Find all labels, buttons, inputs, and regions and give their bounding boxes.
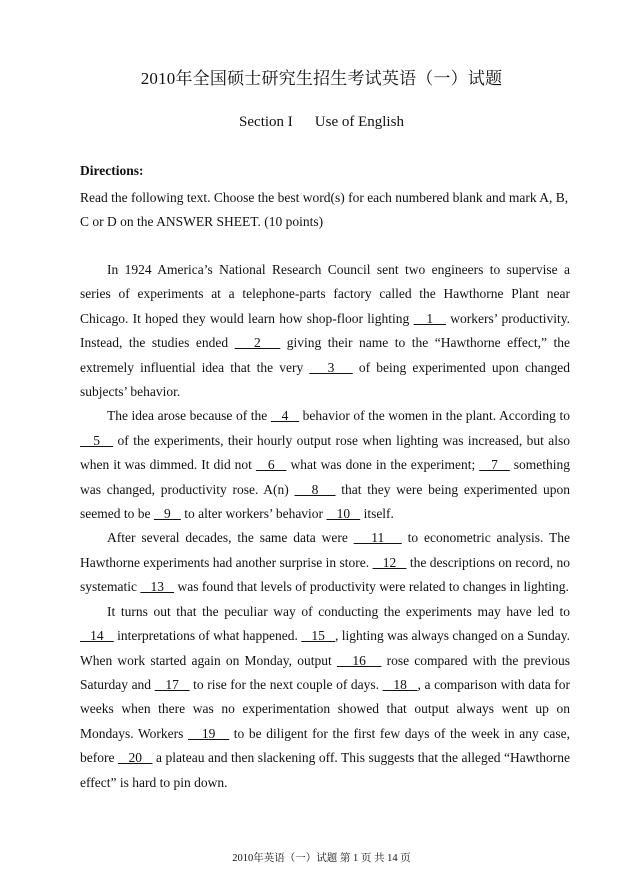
passage-paragraph xyxy=(80,404,570,526)
answer-blank: 7 xyxy=(479,457,510,473)
answer-blank: 14 xyxy=(80,628,114,644)
answer-blank: 2 xyxy=(234,335,281,351)
passage-text: After several decades, the same data were xyxy=(107,530,354,546)
passage-text: workers’ productivity. Instead, the studies ended xyxy=(80,310,571,351)
directions-text: Read the following text. Choose the best word(s) for each numbered blank and mark A, B, C or D on the ANSWER SHEET. (10 points) xyxy=(80,190,569,229)
answer-blank: 3 xyxy=(309,359,353,375)
passage-text: interpretations of what happened. xyxy=(113,628,302,644)
page-title: 2010年全国硕士研究生招生考试英语（一）试题 xyxy=(140,69,503,88)
passage-paragraph xyxy=(80,526,570,599)
answer-blank: 11 xyxy=(353,530,402,546)
passage-paragraph xyxy=(80,258,570,404)
passage-text: giving their name to the “Hawthorne effect,” the extremely influential idea that the very xyxy=(80,335,570,375)
answer-blank: 16 xyxy=(336,652,382,668)
answer-blank: 19 xyxy=(188,725,230,741)
passage-text: behavior of the women in the plant. According to xyxy=(299,408,571,424)
passage-text: to be diligent for the first few days of the week in any case, before xyxy=(80,725,570,766)
answer-blank: 9 xyxy=(153,506,181,522)
passage-text: , a comparison with data for weeks when there was no experimentation showed that output always went up on Mondays. Workers xyxy=(80,676,571,741)
answer-blank: 6 xyxy=(255,457,287,473)
page-footer: 2010年英语（一）试题 第 1 页 共 14 页 xyxy=(232,853,411,864)
answer-blank: 12 xyxy=(372,554,407,570)
section-heading xyxy=(0,114,643,131)
passage-paragraph xyxy=(80,600,570,795)
answer-blank: 1 xyxy=(413,310,446,326)
answer-blank: 4 xyxy=(270,408,300,424)
answer-blank: 17 xyxy=(154,676,190,692)
directions-label: Directions: xyxy=(80,163,144,178)
answer-blank: 18 xyxy=(382,676,418,692)
passage-text: what was done in the experiment; xyxy=(286,457,480,473)
answer-blank: 5 xyxy=(80,432,114,448)
passage-text: was found that levels of productivity were related to changes in lighting. xyxy=(174,579,569,595)
answer-blank: 8 xyxy=(294,481,336,497)
passage-text: to alter workers’ behavior xyxy=(180,506,327,522)
answer-blank: 13 xyxy=(140,579,175,595)
passage-text: that they were being experimented upon seemed to be xyxy=(80,481,570,522)
passage-text: It turns out that the peculiar way of conducting the experiments may have led to xyxy=(107,603,570,619)
passage-text: The idea arose because of the xyxy=(107,408,271,424)
passage-text: a plateau and then slackening off. This suggests that the alleged “Hawthorne effect” is hard to pin down. xyxy=(80,750,570,790)
cloze-passage xyxy=(80,258,570,795)
passage-text: In 1924 America’s National Research Council sent two engineers to supervise a series of experiments at a telephone-parts factory called the Hawthorne Plant near Chicago. It hoped they would learn how shop-floor lighting xyxy=(80,262,570,326)
passage-text: to rise for the next couple of days. xyxy=(189,676,383,692)
passage-text: rose compared with the previous Saturday and xyxy=(80,652,570,692)
section-number: Section I xyxy=(239,114,293,130)
section-name: Use of English xyxy=(314,114,404,130)
passage-text: , lighting was always changed on a Sunday. When work started again on Monday, output xyxy=(80,628,571,668)
passage-text: of being experimented upon changed subjects’ behavior. xyxy=(80,359,571,400)
passage-text: the descriptions on record, no systematic xyxy=(80,554,570,595)
passage-text: itself. xyxy=(360,506,394,522)
answer-blank: 10 xyxy=(326,506,361,522)
answer-blank: 15 xyxy=(301,628,336,644)
passage-text: to econometric analysis. The Hawthorne experiments had another surprise in store. xyxy=(80,530,570,570)
passage-text: of the experiments, their hourly output rose when lighting was increased, but also when it was dimmed. It did not xyxy=(80,432,570,473)
answer-blank: 20 xyxy=(117,750,153,766)
passage-text: something was changed, productivity rose. A(n) xyxy=(80,457,571,497)
